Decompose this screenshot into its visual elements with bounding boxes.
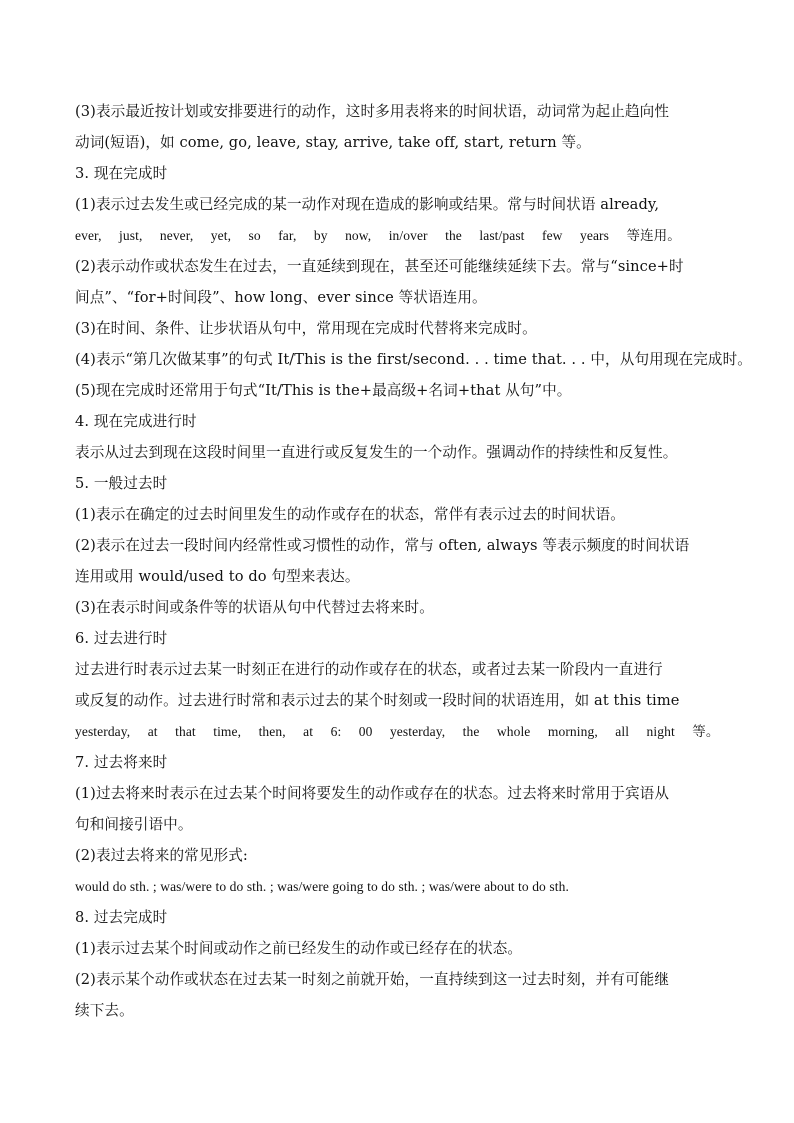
section-heading: 4. 现在完成进行时 bbox=[75, 413, 197, 430]
section-heading: 7. 过去将来时 bbox=[75, 754, 168, 771]
text-line: (3)表示最近按计划或安排要进行的动作，这时多用表将来的时间状语，动词常为起止趋向性 bbox=[75, 103, 670, 120]
text-line: 或反复的动作。过去进行时常和表示过去的某个时刻或一段时间的状语连用，如 at this time bbox=[75, 692, 680, 709]
text-line: (2)表过去将来的常见形式: bbox=[75, 847, 248, 864]
text-line: ever, just, never, yet, so far, by now, in/over the last/past few years 等连用。 bbox=[75, 228, 681, 243]
text-line: 动词(短语)，如 come, go, leave, stay, arrive, take off, start, return 等。 bbox=[75, 134, 591, 151]
text-line: (1)过去将来时表示在过去某个时间将要发生的动作或存在的状态。过去将来时常用于宾语从 bbox=[75, 785, 670, 802]
text-line: 句和间接引语中。 bbox=[75, 816, 193, 833]
text-line: (1)表示过去某个时间或动作之前已经发生的动作或已经存在的状态。 bbox=[75, 940, 523, 957]
text-line: 连用或用 would/used to do 句型来表达。 bbox=[75, 568, 360, 585]
text-line: (5)现在完成时还常用于句式“It/This is the+最高级+名词+that 从句”中。 bbox=[75, 382, 572, 399]
text-line: would do sth. ; was/were to do sth. ; was/were going to do sth. ; was/were about to do sth. bbox=[75, 879, 569, 894]
text-line: yesterday, at that time, then, at 6: 00 yesterday, the whole morning, all night 等。 bbox=[75, 724, 720, 739]
text-line: 过去进行时表示过去某一时刻正在进行的动作或存在的状态，或者过去某一阶段内一直进行 bbox=[75, 661, 663, 678]
section-heading: 3. 现在完成时 bbox=[75, 165, 168, 182]
document-page bbox=[75, 96, 752, 1026]
section-heading: 5. 一般过去时 bbox=[75, 475, 168, 492]
section-heading: 6. 过去进行时 bbox=[75, 630, 168, 647]
section-heading: 8. 过去完成时 bbox=[75, 909, 168, 926]
text-line: 间点”、“for+时间段”、how long、ever since 等状语连用。 bbox=[75, 289, 487, 306]
text-line: (3)在时间、条件、让步状语从句中，常用现在完成时代替将来完成时。 bbox=[75, 320, 537, 337]
text-line: 表示从过去到现在这段时间里一直进行或反复发生的一个动作。强调动作的持续性和反复性。 bbox=[75, 444, 678, 461]
text-line: (1)表示过去发生或已经完成的某一动作对现在造成的影响或结果。常与时间状语 already, bbox=[75, 196, 660, 213]
text-line: 续下去。 bbox=[75, 1002, 134, 1019]
text-line: (2)表示在过去一段时间内经常性或习惯性的动作，常与 often, always 等表示频度的时间状语 bbox=[75, 537, 690, 554]
text-line: (3)在表示时间或条件等的状语从句中代替过去将来时。 bbox=[75, 599, 434, 616]
text-line: (2)表示动作或状态发生在过去，一直延续到现在，甚至还可能继续延续下去。常与“since+时 bbox=[75, 258, 684, 275]
text-line: (1)表示在确定的过去时间里发生的动作或存在的状态，常伴有表示过去的时间状语。 bbox=[75, 506, 625, 523]
text-line: (2)表示某个动作或状态在过去某一时刻之前就开始，一直持续到这一过去时刻，并有可能继 bbox=[75, 971, 670, 988]
text-line: (4)表示“第几次做某事”的句式 It/This is the first/second. . . time that. . . 中，从句用现在完成时。 bbox=[75, 351, 752, 368]
